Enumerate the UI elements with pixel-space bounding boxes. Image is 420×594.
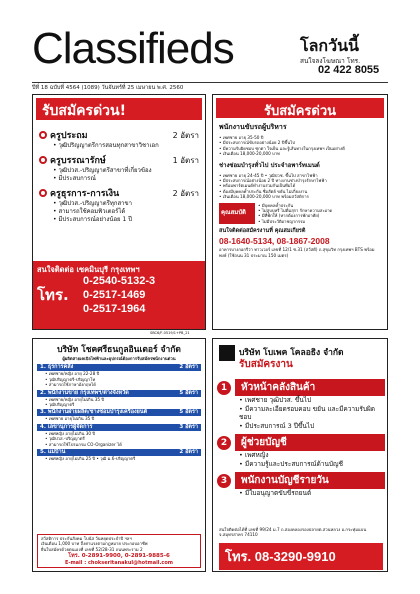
job-row	[217, 472, 385, 489]
job-row	[217, 434, 385, 451]
job-name: 5. แม่บ้าน	[40, 449, 66, 456]
job-req: • พร้อมพาร์ตเมนต์ทำงานร่วมกันเป็นทีมได้	[219, 183, 381, 188]
ad-cable	[32, 338, 206, 572]
job-req: • มีความละเอียดรอบคอบ ขยัน และมีความรับผิดชอบ	[217, 405, 385, 422]
ad-teacher-tels	[83, 274, 203, 316]
job-count: 5 อัตรา	[179, 409, 198, 416]
job-req: • เพศหญิง อายุไม่เกิน 30 ปี	[37, 431, 201, 436]
qualify-item: • มีบุคคลค้ำประกัน	[258, 203, 381, 208]
job-req: • เพศหญิง	[217, 451, 385, 460]
job-req: • เพศชาย/หญิง อายุ 22-28 ปี	[37, 371, 201, 376]
job-name: พนักงานบัญชีรายวัน	[235, 472, 385, 489]
ad-clothing-tel: โทร. 08-3290-9910	[219, 543, 383, 570]
job-number: 2	[217, 436, 231, 450]
job-name: 1. ธุรการคลัง	[40, 364, 74, 371]
ad-teacher-tel-label: โทร.	[37, 286, 69, 304]
job-name: 3. พนักงานฝ่ายผลิต/ช่างซ่อมบำรุงเครื่องยนต์	[40, 409, 148, 416]
job-row	[37, 364, 201, 371]
ad-clothing-sub: รับสมัครงาน	[239, 359, 293, 370]
job-req: • เพศชาย อายุ 35-50 ปี	[219, 135, 381, 140]
job-req: • เพศหญิง อายุไม่เกิน 25 ปี • วุฒิ ม.6-ปริญญาตรี	[37, 456, 201, 461]
job-name: 4. เลขานุการผู้จัดการ	[40, 423, 93, 430]
gear-icon	[39, 156, 47, 164]
job-req: • เพศชาย วุฒิปวส. ขึ้นไป	[217, 396, 385, 405]
job-row	[217, 379, 385, 396]
job-count: 1 อัตรา	[172, 155, 199, 165]
job-req: • วุฒิปวส.-ปริญญาตรี	[37, 436, 201, 441]
page-title: Classifieds	[32, 24, 234, 73]
job-row	[39, 186, 199, 200]
job-count: 3 อัตรา	[179, 423, 198, 430]
gear-icon	[39, 131, 47, 139]
job-req: • วุฒิปวส.-ปริญญาตรีทุกสาขา	[39, 200, 199, 208]
ad-cable-f1: สวัสดิการ ประกันสังคม โบนัส วันหยุดประจำปี ฯลฯ	[41, 535, 132, 541]
job-name: ครูบรรณารักษ์	[50, 156, 106, 166]
ad-clothing-title: บริษัท โบเพค โคลอธิง จำกัด	[239, 348, 344, 358]
job-count: 2 อัตรา	[172, 188, 199, 198]
job-req: • มีประสบการณ์	[39, 175, 199, 183]
job-name: ผู้ช่วยบัญชี	[235, 434, 385, 451]
tel-number: 0-2517-1964	[83, 303, 146, 315]
job-req: • เพศชาย อายุ 24-45 ปี • วุฒิปวช. ขึ้นไป สาขาไฟฟ้า	[219, 173, 381, 178]
ad-driver-pos1: พนักงานขับรถผู้บริหาร	[219, 123, 287, 131]
job-req: • วุฒิปวส.-ปริญญาตรีสาขาที่เกี่ยวข้อง	[39, 167, 199, 175]
job-row	[37, 449, 201, 456]
ad-cable-f2: เงินเดือน 1,000 บาท ถึงค่าแรงตามกฎหมาย ประกอบอาชีพ	[41, 541, 148, 547]
ad-phone: 02 422 8055	[318, 64, 380, 76]
job-name: 2. พนักงานขาย กรุงเทพฯ/ต่างจังหวัด	[40, 389, 129, 396]
ad-teacher-contact-box	[33, 261, 206, 330]
ad-teacher	[32, 94, 206, 330]
qualify-item: • มีที่พักให้ (หากต้องการพักอาศัย)	[258, 213, 381, 218]
ad-clothing-jobs	[217, 375, 385, 498]
job-req: • มีความรู้และประสบการณ์ด้านบัญชี	[217, 460, 385, 469]
job-req: • มีประสบการณ์อย่างน้อย 1 ปี	[39, 216, 199, 224]
ad-driver-contact: สนใจติดต่อสมัครงานที่ คุณสมเกียรติ	[219, 228, 306, 235]
job-req: • เงินเดือน 18,000-20,000 บาท	[219, 151, 381, 156]
job-req: • สามารถใช้ภาษาอังกฤษได้	[37, 382, 201, 387]
job-req: • มีใบอนุญาตขับขี่รถยนต์	[217, 489, 385, 498]
job-req: • วุฒิปริญญาตรี-ปริญญาโท	[37, 377, 201, 382]
ad-teacher-jobs	[33, 123, 205, 226]
ad-driver-address: อาคารบางกอกรีว่า ทาวเวอร์ เลขที่ 12/1 ซ.31 (สวัสดี) ถ.สุขุมวิท กรุงเทพฯ BTS พร้อมพงษ์ (ใช้ถนน 31 ประมาณ 150 เมตร)	[219, 247, 375, 258]
job-req: • วุฒิปริญญาตรีการสอนทุกสาขาวิชาเอก	[39, 142, 199, 150]
ad-clothing	[212, 338, 388, 572]
ad-driver-req1	[213, 134, 387, 158]
ad-cable-f3: ยื่นใบสมัครด้วยตนเองที่ เลขที่ 52/28-31 ถนนพระราม 2	[41, 546, 143, 552]
ad-driver-pos2: ช่างซ่อมบำรุงทั่วไป ประจำอพาร์ทเมนต์	[219, 161, 320, 169]
job-row	[37, 390, 201, 397]
ad-cable-title: บริษัท โชคศรีธนกูลอินเตอร์ จำกัด	[57, 345, 181, 355]
header-divider	[32, 82, 388, 83]
qualify-item: • ไม่มีประวัติอาชญากรรม	[258, 219, 381, 224]
job-name-wrap	[39, 128, 88, 142]
ad-driver	[212, 94, 388, 330]
tel-number: 0-2540-5132-3	[83, 275, 156, 287]
qualify-list	[258, 203, 381, 225]
job-row	[39, 128, 199, 142]
ad-driver-title: รับสมัครด่วน	[216, 98, 384, 118]
clothing-logo-icon	[219, 345, 235, 361]
job-req: • เพศชาย อายุไม่เกิน 35 ปี	[37, 416, 201, 421]
job-req: • สามารถใช้โปรแกรม CO-Organizer ได้	[37, 442, 201, 447]
ad-contact-label: สนใจลงโฆษณา โทร.	[300, 57, 361, 65]
job-req: • เพศชาย/หญิง อายุไม่เกิน 35 ปี	[37, 397, 201, 402]
ad-driver-qualify	[219, 203, 381, 225]
job-number: 3	[217, 474, 231, 488]
ad-cable-jobs	[33, 361, 205, 462]
job-name-wrap	[39, 153, 106, 167]
job-req: • สามารถใช้คอมพิวเตอร์ได้	[39, 208, 199, 216]
job-req: • มีประสบการณ์ขับรถอย่างน้อย 2 ปีขึ้นไป	[219, 140, 381, 145]
job-count: 5 อัตรา	[179, 389, 198, 396]
ad-cable-tel: โทร. 0-2891-9900, 0-2891-9885-6	[68, 553, 170, 559]
qualify-item: • ไม่สูบบุหรี่ ไม่ดื่มสุรา รักษาความสะอาด	[258, 208, 381, 213]
tel-number: 0-2517-1469	[83, 289, 146, 301]
job-req: • มีประสบการณ์ 3 ปีขึ้นไป	[217, 422, 385, 431]
ad-code: SBC6/F-0519/1+PB_21	[150, 331, 190, 335]
gear-icon	[39, 189, 47, 197]
job-count: 2 อัตรา	[172, 130, 199, 140]
issue-line: ปีที่ 18 ฉบับที่ 4564 (1089) วันจันทร์ที่ 25 เมษายน พ.ศ. 2560	[32, 85, 184, 91]
job-req: • มีประสบการณ์อย่างน้อย 2 ปี ทางงานช่างบำรุงรักษาไฟฟ้า	[219, 178, 381, 183]
job-row	[37, 424, 201, 431]
ad-clothing-address: สนใจติดต่อได้ที่ เลขที่ 99/24 ม.7 ถ.สองคลองรองปลายต.สวนหลวง อ.กระทุ่มแบน จ.สมุทรสาคร 74110	[219, 527, 367, 538]
job-req: • เงินเดือน 18,000-20,000 บาท พร้อมสวัสดิการ	[219, 194, 381, 199]
job-row	[39, 153, 199, 167]
ad-teacher-title: รับสมัครด่วน!	[36, 98, 202, 120]
qualify-badge: คุณสมบัติ	[219, 203, 255, 225]
ad-driver-req2	[213, 172, 387, 201]
job-count: 2 อัตรา	[179, 449, 198, 456]
job-req: • มีความรับผิดชอบ ซุกตา ใจเย็น และรู้เส้นทางในกรุงเทพฯ เป็นอย่างดี	[219, 146, 381, 151]
job-name: ครูประถม	[50, 131, 88, 141]
job-req: • ต้องมีบุคคลค้ำประกัน ซื่อสัตย์ ขยัน ไม่เกี่ยงงาน	[219, 189, 381, 194]
ad-driver-tels: 08-1640-5134, 08-1867-2008	[219, 236, 330, 247]
job-number: 1	[217, 381, 231, 395]
job-name: ครูธุรการ-การเงิน	[50, 189, 120, 199]
job-name: หัวหน้าคลังสินค้า	[235, 379, 385, 396]
ad-cable-footer	[37, 534, 201, 568]
job-req: • วุฒิปริญญาตรี	[37, 402, 201, 407]
ad-cable-sub: ผู้ผลิตสายเคเบิลไฟฟ้าและอุปกรณ์ต้องการรับสมัครพนักงานด่วน	[62, 356, 176, 361]
ad-teacher-contact: สนใจติดต่อ เซคมินบุรี กรุงเทพฯ	[37, 265, 140, 274]
job-name-wrap	[39, 186, 119, 200]
job-count: 2 อัตรา	[179, 364, 198, 371]
ad-cable-mail: E-mail : chokseritanakul@hotmail.com	[64, 560, 173, 566]
newspaper-logo: โลกวันนี้	[300, 36, 359, 55]
